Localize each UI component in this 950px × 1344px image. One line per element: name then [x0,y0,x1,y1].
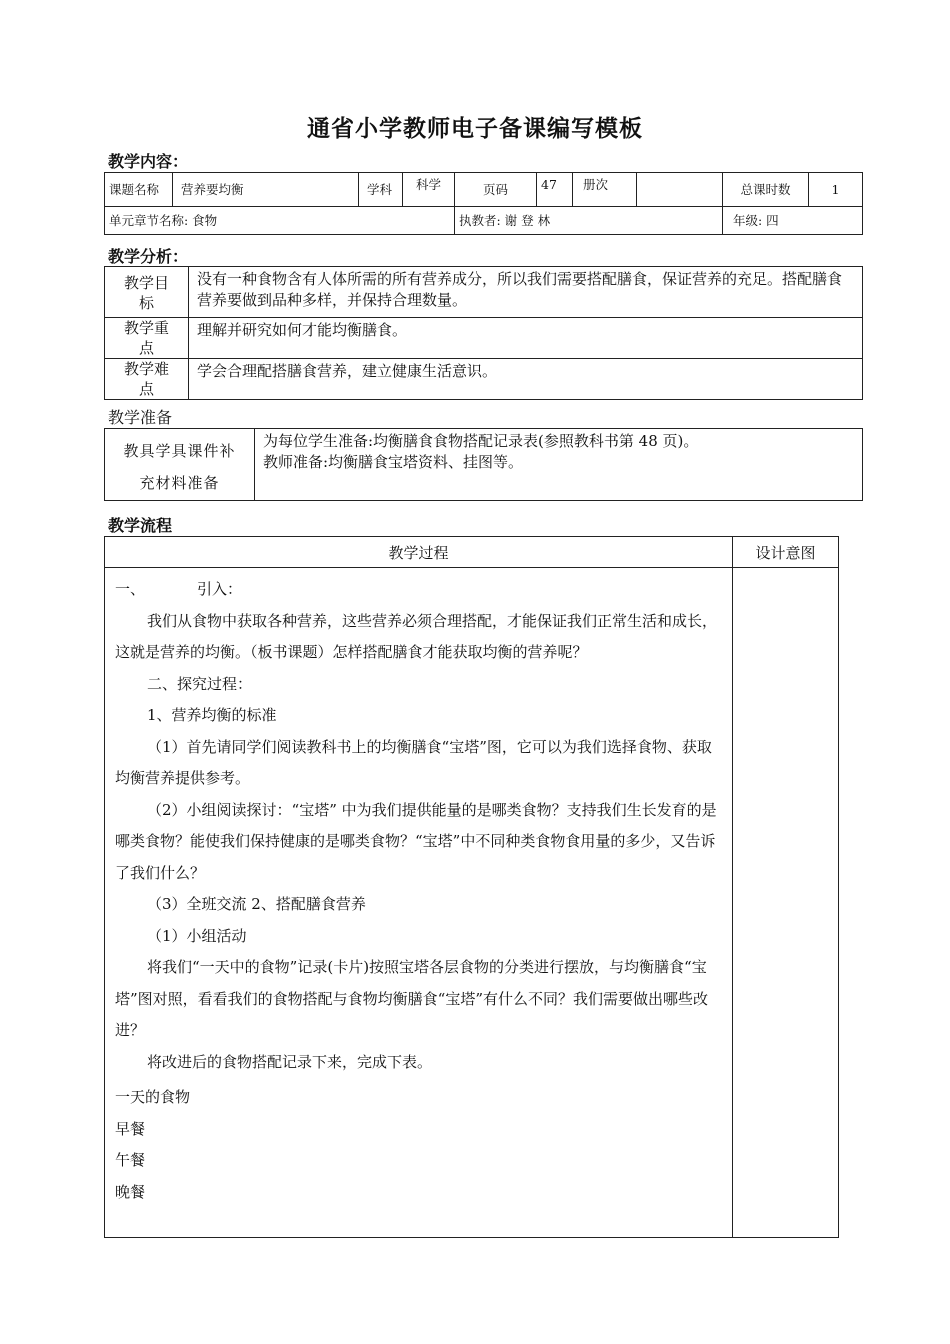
prep-content [255,429,863,501]
meal-row-lunch: 午餐 [115,1151,146,1169]
meal-row-dinner: 晚餐 [115,1182,146,1201]
process-content [105,568,733,1238]
step-intro-title: 引入： [197,580,243,598]
difficulty-label-text: 教学难点 [123,360,169,398]
flow-paragraph: 我们从食物中获取各种营养，这些营养必须合理搭配，才能保证我们正常生活和成长，这就是营养的均衡。（板书课题）怎样搭配膳食才能获取均衡的营养呢？ [115,611,718,661]
flow-paragraph: （2）小组阅读探讨：“宝塔” 中为我们提供能量的是哪类食物？支持我们生长发育的是哪类食物？能使我们保持健康的是哪类食物？“宝塔”中不同种类食物食用量的多少，又告诉了我们什么？ [115,800,717,882]
section-content-heading: 教学内容： [108,152,189,171]
intent-column-header: 设计意图 [733,537,839,568]
prep-label [105,429,255,501]
page-title: 通省小学教师电子备课编写模板 [307,115,643,142]
flow-paragraph: 将改进后的食物搭配记录下来，完成下表。 [147,1052,433,1071]
section-analysis-heading: 教学分析： [108,247,189,266]
flow-paragraph: 二、探究过程： [147,674,253,693]
page-value: 47 [537,173,573,207]
difficulty-label [105,359,189,400]
difficulty-text: 学会合理配搭膳食营养，建立健康生活意识。 [189,359,863,400]
flow-paragraph: （1）首先请同学们阅读教科书上的均衡膳食“宝塔”图，它可以为我们选择食物、获取均衡营养提供参考。 [115,737,712,787]
key-point-label-text: 教学重点 [123,319,169,357]
flow-table [104,536,839,1238]
meal-row-breakfast: 早餐 [115,1119,146,1138]
subject-label: 学科 [359,173,403,207]
page-label: 页码 [455,173,537,207]
step-intro [115,574,722,606]
step-intro-number: 一、 [115,580,146,598]
flow-paragraph: 1、营养均衡的标准 [147,706,277,724]
flow-paragraph: （1）小组活动 [147,926,247,945]
total-hours-label: 总课时数 [723,173,809,207]
flow-paragraph: 将我们“一天中的食物”记录(卡片)按照宝塔各层食物的分类进行摆放，与均衡膳食“宝塔”图对照，看看我们的食物搭配与食物均衡膳食“宝塔”有什么不同？我们需要做出哪些改进？ [115,958,709,1039]
total-hours-value: 1 [809,173,863,207]
objective-label [105,267,189,318]
volume-value [637,173,723,207]
prep-label-text: 教具学具课件补充材料准备 [123,442,236,492]
course-name-label: 课题名称 [105,173,173,207]
key-point-text: 理解并研究如何才能均衡膳食。 [189,318,863,359]
subject-value: 科学 [403,173,455,207]
prep-line-students: 为每位学生准备:均衡膳食食物搭配记录表(参照教科书第 48 页)。 [263,432,699,450]
meal-row-day: 一天的食物 [115,1088,191,1106]
unit-name: 单元章节名称: 食物 [105,207,455,235]
grade: 年级: 四 [723,207,863,235]
objective-label-text: 教学目标 [123,274,169,312]
volume-label: 册次 [573,173,637,207]
prep-table [104,428,863,501]
course-name-value: 营养要均衡 [173,173,359,207]
prep-line-teacher: 教师准备:均衡膳食宝塔资料、挂图等。 [263,453,524,471]
analysis-table [104,266,863,400]
process-column-header: 教学过程 [105,537,733,568]
section-flow-heading: 教学流程 [108,516,173,535]
course-info-table [104,172,863,235]
flow-paragraph: （3）全班交流 2、搭配膳食营养 [147,895,366,913]
key-point-label [105,318,189,359]
section-prep-heading: 教学准备 [108,408,173,427]
teacher-name: 执教者: 谢 登 林 [455,207,723,235]
objective-text: 没有一种食物含有人体所需的所有营养成分，所以我们需要搭配膳食，保证营养的充足。搭配膳食营养要做到品种多样，并保持合理数量。 [189,267,863,318]
intent-content [733,568,839,1238]
